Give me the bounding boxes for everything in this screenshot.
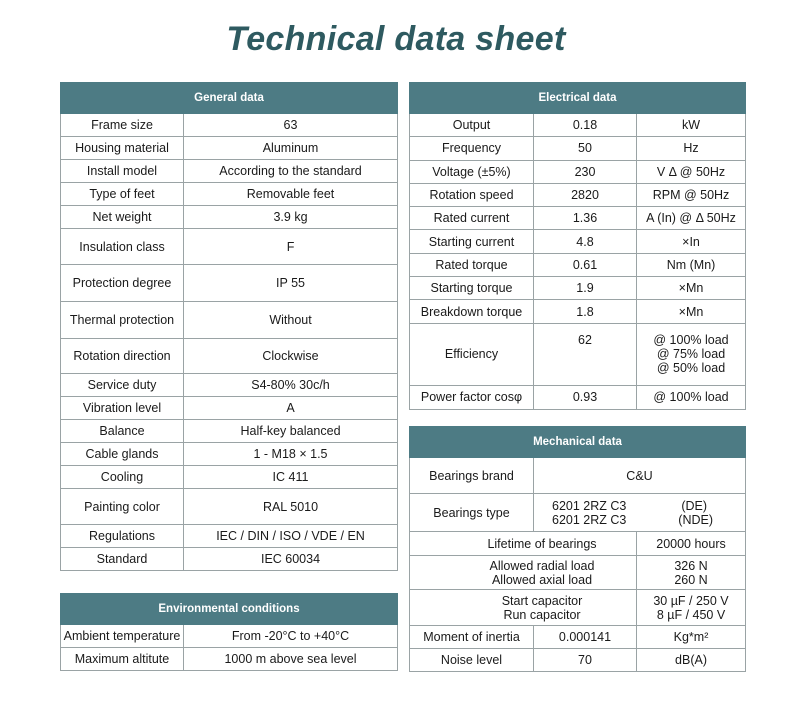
noise-label: Noise level bbox=[410, 649, 534, 672]
environmental-conditions-header: Environmental conditions bbox=[61, 594, 398, 625]
general-row-label: Regulations bbox=[61, 525, 184, 548]
efficiency-load-100: @ 100% load bbox=[653, 333, 729, 348]
mechanical-data-header: Mechanical data bbox=[410, 427, 746, 458]
run-capacitor-value: 8 µF / 450 V bbox=[656, 607, 726, 622]
power-factor-value: 0.93 bbox=[534, 385, 637, 409]
inertia-value: 0.000141 bbox=[534, 626, 637, 649]
electrical-row bbox=[410, 160, 746, 183]
general-data-header: General data bbox=[61, 83, 398, 114]
electrical-row bbox=[410, 114, 746, 137]
radial-load-value: 326 N bbox=[674, 558, 708, 573]
general-row bbox=[61, 525, 398, 548]
bearing-nde-type: 6201 2RZ C3 bbox=[552, 512, 627, 527]
general-row bbox=[61, 229, 398, 265]
allowed-loads-labels bbox=[410, 556, 637, 590]
electrical-data-table bbox=[409, 82, 746, 410]
general-row-label: Cooling bbox=[61, 466, 184, 489]
capacitors-row bbox=[410, 590, 746, 626]
noise-unit: dB(A) bbox=[637, 649, 746, 672]
electrical-row-unit: ×In bbox=[637, 230, 746, 253]
general-row-label: Protection degree bbox=[61, 265, 184, 302]
electrical-row-unit: V Δ @ 50Hz bbox=[637, 160, 746, 183]
general-row bbox=[61, 397, 398, 420]
bearings-type-row bbox=[410, 494, 746, 532]
electrical-row-unit: ×Mn bbox=[637, 277, 746, 300]
general-row-value: A bbox=[184, 397, 398, 420]
axial-load-label: Allowed axial load bbox=[491, 572, 593, 587]
general-row-value: S4-80% 30c/h bbox=[184, 374, 398, 397]
electrical-row-unit: RPM @ 50Hz bbox=[637, 183, 746, 206]
general-row-value: According to the standard bbox=[184, 160, 398, 183]
electrical-row-label: Frequency bbox=[410, 137, 534, 160]
electrical-row-label: Rated current bbox=[410, 207, 534, 230]
electrical-row-unit: A (In) @ Δ 50Hz bbox=[637, 207, 746, 230]
environmental-row bbox=[61, 648, 398, 671]
general-row-label: Net weight bbox=[61, 206, 184, 229]
capacitors-values bbox=[637, 590, 746, 626]
electrical-row-label: Rotation speed bbox=[410, 183, 534, 206]
electrical-row-value: 0.18 bbox=[534, 114, 637, 137]
general-row-label: Rotation direction bbox=[61, 339, 184, 374]
general-row bbox=[61, 206, 398, 229]
electrical-row-label: Starting current bbox=[410, 230, 534, 253]
general-row-value: F bbox=[184, 229, 398, 265]
electrical-row bbox=[410, 300, 746, 323]
general-row-label: Housing material bbox=[61, 137, 184, 160]
general-row-label: Thermal protection bbox=[61, 302, 184, 339]
general-row-label: Balance bbox=[61, 420, 184, 443]
allowed-loads-row bbox=[410, 556, 746, 590]
general-row-label: Install model bbox=[61, 160, 184, 183]
electrical-row-value: 4.8 bbox=[534, 230, 637, 253]
general-row-label: Vibration level bbox=[61, 397, 184, 420]
general-row-value: IP 55 bbox=[184, 265, 398, 302]
lifetime-label: Lifetime of bearings bbox=[410, 532, 637, 556]
inertia-row bbox=[410, 626, 746, 649]
electrical-row-value: 230 bbox=[534, 160, 637, 183]
electrical-row-label: Output bbox=[410, 114, 534, 137]
general-row-value: Aluminum bbox=[184, 137, 398, 160]
electrical-row bbox=[410, 183, 746, 206]
general-row bbox=[61, 548, 398, 571]
general-row-label: Painting color bbox=[61, 489, 184, 525]
general-row-label: Frame size bbox=[61, 114, 184, 137]
general-row-value: 3.9 kg bbox=[184, 206, 398, 229]
electrical-row-label: Breakdown torque bbox=[410, 300, 534, 323]
noise-row bbox=[410, 649, 746, 672]
inertia-unit: Kg*m² bbox=[637, 626, 746, 649]
general-row-label: Cable glands bbox=[61, 443, 184, 466]
electrical-row bbox=[410, 253, 746, 276]
radial-load-label: Allowed radial load bbox=[489, 558, 595, 573]
electrical-row bbox=[410, 137, 746, 160]
lifetime-value: 20000 hours bbox=[637, 532, 746, 556]
general-row-value: IEC 60034 bbox=[184, 548, 398, 571]
general-row bbox=[61, 183, 398, 206]
environmental-row-value: From -20°C to +40°C bbox=[184, 625, 398, 648]
electrical-row-value: 1.9 bbox=[534, 277, 637, 300]
electrical-row-value: 2820 bbox=[534, 183, 637, 206]
electrical-data-header: Electrical data bbox=[410, 83, 746, 114]
general-row-label: Insulation class bbox=[61, 229, 184, 265]
electrical-row bbox=[410, 207, 746, 230]
electrical-row-unit: kW bbox=[637, 114, 746, 137]
electrical-row-label: Starting torque bbox=[410, 277, 534, 300]
general-row bbox=[61, 489, 398, 525]
general-row bbox=[61, 265, 398, 302]
bearing-de-type: 6201 2RZ C3 bbox=[552, 498, 627, 513]
capacitors-labels bbox=[410, 590, 637, 626]
general-row bbox=[61, 420, 398, 443]
electrical-row-value: 0.61 bbox=[534, 253, 637, 276]
electrical-row-unit: ×Mn bbox=[637, 300, 746, 323]
environmental-row-label: Maximum altitute bbox=[61, 648, 184, 671]
run-capacitor-label: Run capacitor bbox=[503, 607, 581, 622]
environmental-conditions-table bbox=[60, 593, 398, 671]
bearing-de-position: (DE) bbox=[681, 498, 708, 513]
efficiency-value: 62 bbox=[534, 323, 637, 385]
mechanical-data-table bbox=[409, 426, 746, 672]
electrical-row bbox=[410, 230, 746, 253]
general-data-table bbox=[60, 82, 398, 571]
power-factor-label: Power factor cosφ bbox=[410, 385, 534, 409]
general-row-value: Clockwise bbox=[184, 339, 398, 374]
general-row bbox=[61, 466, 398, 489]
electrical-row bbox=[410, 277, 746, 300]
general-row-value: 1 - M18 × 1.5 bbox=[184, 443, 398, 466]
bearings-brand-value: C&U bbox=[534, 458, 746, 494]
bearings-type-values bbox=[534, 494, 746, 532]
bearings-type-label: Bearings type bbox=[410, 494, 534, 532]
general-row bbox=[61, 302, 398, 339]
general-row-value: RAL 5010 bbox=[184, 489, 398, 525]
electrical-row-value: 1.8 bbox=[534, 300, 637, 323]
general-row bbox=[61, 114, 398, 137]
efficiency-row bbox=[410, 323, 746, 385]
general-row-value: IC 411 bbox=[184, 466, 398, 489]
allowed-loads-values bbox=[637, 556, 746, 590]
inertia-label: Moment of inertia bbox=[410, 626, 534, 649]
general-row-value: 63 bbox=[184, 114, 398, 137]
start-capacitor-label: Start capacitor bbox=[501, 593, 583, 608]
general-row-value: Half-key balanced bbox=[184, 420, 398, 443]
noise-value: 70 bbox=[534, 649, 637, 672]
power-factor-unit: @ 100% load bbox=[637, 385, 746, 409]
axial-load-value: 260 N bbox=[674, 572, 708, 587]
electrical-row-value: 50 bbox=[534, 137, 637, 160]
environmental-row bbox=[61, 625, 398, 648]
electrical-row-unit: Hz bbox=[637, 137, 746, 160]
electrical-row-label: Voltage (±5%) bbox=[410, 160, 534, 183]
general-row bbox=[61, 374, 398, 397]
page-title: Technical data sheet bbox=[226, 20, 566, 58]
electrical-row-unit: Nm (Mn) bbox=[637, 253, 746, 276]
power-factor-row bbox=[410, 385, 746, 409]
efficiency-load-75: @ 75% load bbox=[656, 347, 726, 362]
efficiency-load-50: @ 50% load bbox=[656, 361, 726, 376]
bearings-brand-row bbox=[410, 458, 746, 494]
general-row-label: Standard bbox=[61, 548, 184, 571]
general-row-value: Removable feet bbox=[184, 183, 398, 206]
efficiency-label: Efficiency bbox=[410, 323, 534, 385]
start-capacitor-value: 30 µF / 250 V bbox=[653, 593, 729, 608]
general-row-value: Without bbox=[184, 302, 398, 339]
electrical-row-label: Rated torque bbox=[410, 253, 534, 276]
general-row bbox=[61, 160, 398, 183]
general-row-label: Type of feet bbox=[61, 183, 184, 206]
general-row bbox=[61, 443, 398, 466]
bearing-nde-position: (NDE) bbox=[678, 512, 714, 527]
general-row-value: IEC / DIN / ISO / VDE / EN bbox=[184, 525, 398, 548]
lifetime-row bbox=[410, 532, 746, 556]
bearings-brand-label: Bearings brand bbox=[410, 458, 534, 494]
environmental-row-value: 1000 m above sea level bbox=[184, 648, 398, 671]
general-row bbox=[61, 137, 398, 160]
electrical-row-value: 1.36 bbox=[534, 207, 637, 230]
general-row bbox=[61, 339, 398, 374]
environmental-row-label: Ambient temperature bbox=[61, 625, 184, 648]
efficiency-loads bbox=[637, 323, 746, 385]
general-row-label: Service duty bbox=[61, 374, 184, 397]
